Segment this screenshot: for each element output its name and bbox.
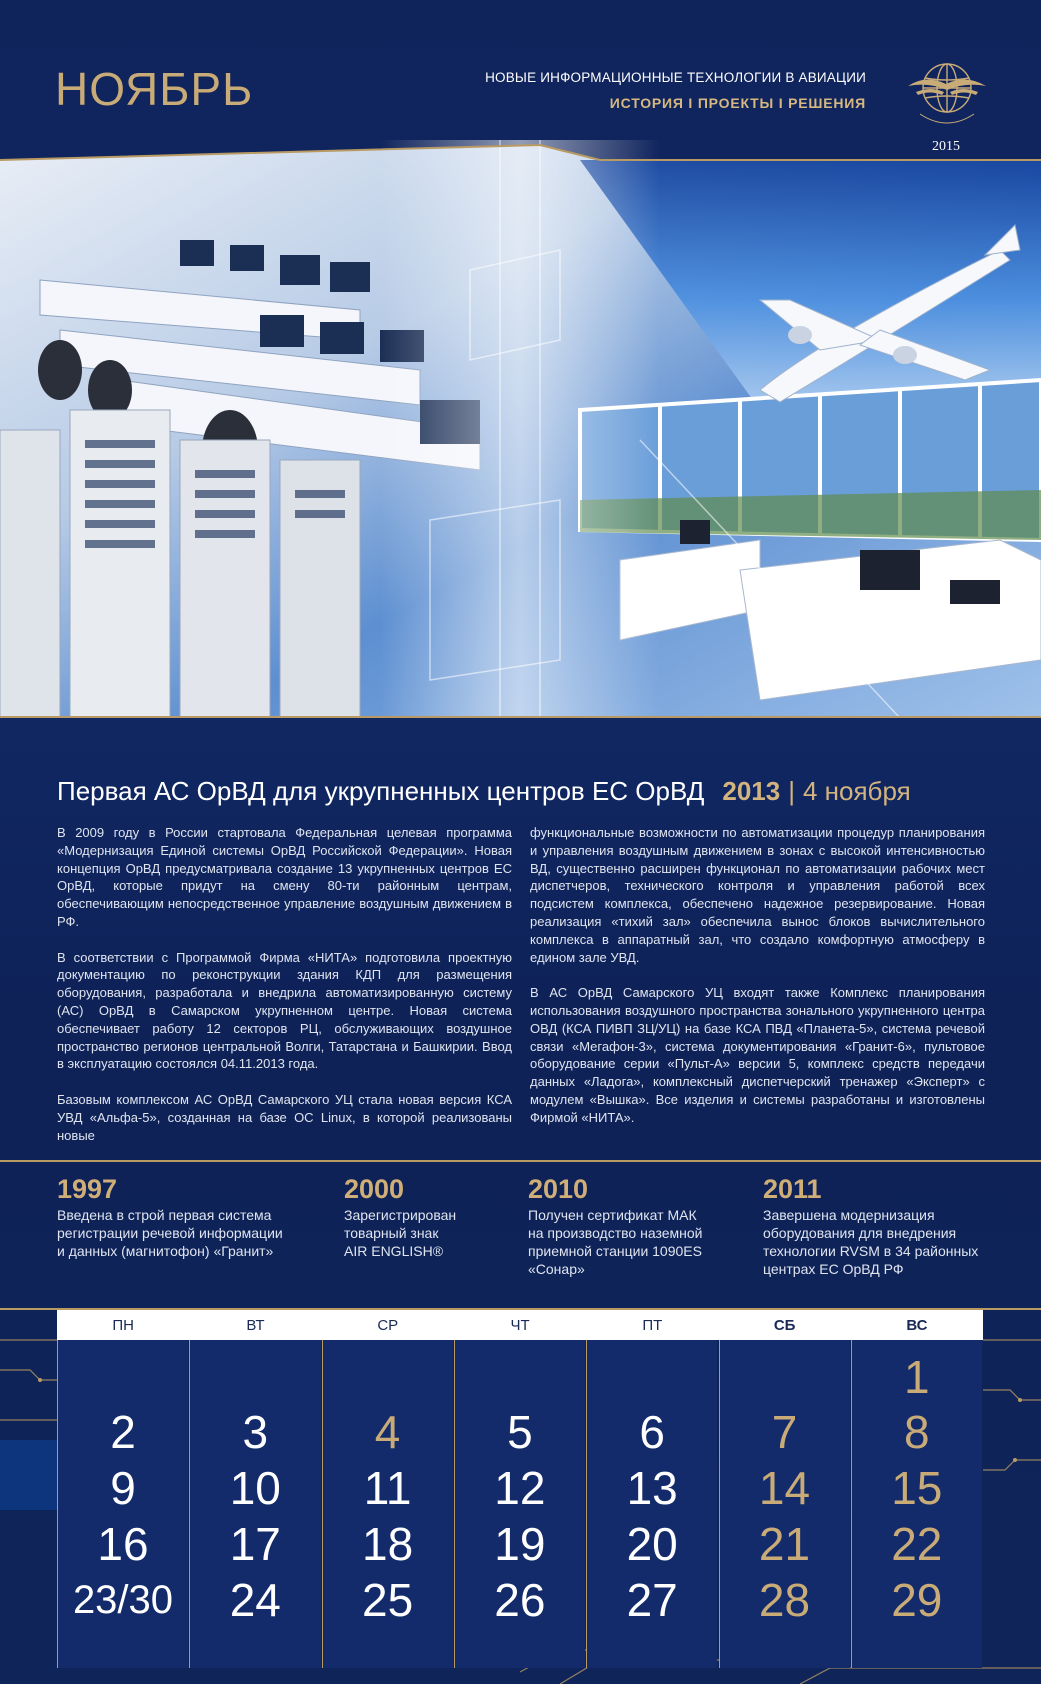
hero-image-air-traffic-control — [0, 140, 1041, 718]
timeline-line: технологии RVSM в 34 районных — [763, 1243, 979, 1259]
calendar-day: 4 — [374, 1406, 401, 1458]
calendar-day: 16 — [97, 1518, 149, 1570]
calendar-day: 28 — [758, 1574, 811, 1626]
header-tagline: НОВЫЕ ИНФОРМАЦИОННЫЕ ТЕХНОЛОГИИ В АВИАЦИИ — [485, 70, 866, 85]
calendar-day: 25 — [362, 1574, 414, 1626]
calendar-day: 10 — [229, 1462, 281, 1514]
calendar-day: 19 — [494, 1518, 546, 1570]
calendar-day: 5 — [507, 1406, 533, 1458]
calendar-day: 9 — [110, 1462, 136, 1514]
calendar-day: 21 — [758, 1518, 811, 1570]
timeline-line: товарный знак — [344, 1225, 439, 1241]
timeline-line: Зарегистрирован — [344, 1207, 457, 1223]
timeline-year: 2011 — [763, 1174, 822, 1204]
calendar-day: 24 — [229, 1574, 281, 1626]
nita-logo-icon — [906, 52, 988, 134]
timeline-line: центрах ЕС ОрВД РФ — [763, 1261, 904, 1277]
weekday-4: ПТ — [642, 1317, 663, 1334]
timeline-year: 1997 — [57, 1174, 118, 1204]
article-paragraph: В АС ОрВД Самарского УЦ входят также Комплекс планирования использования воздушного пространства зонального укрупненного центра ОВД (КСА ПИВП ЗЦ/УЦ) на базе КСА ПВД «Планета-5», система речевой связи «Мегафон-3», система документирования «Гранит-6», пультовое оборудование серии «Пульт-А» версии 5, комплекс средств передачи данных «Ладога», комплексный диспетчерский тренажер «Эксперт» с модулем «Вышка». Все изделия и системы разработаны и изготовлены Фирмой «НИТА». — [530, 985, 985, 1125]
timeline-text — [344, 1206, 456, 1260]
weekday-6: ВС — [906, 1317, 928, 1334]
timeline-divider — [0, 1160, 1041, 1162]
calendar-day: 2 — [110, 1406, 136, 1458]
timeline-line: на производство наземной — [528, 1225, 703, 1241]
calendar-grid — [57, 1310, 983, 1684]
calendar-day: 15 — [891, 1462, 943, 1514]
calendar-day: 6 — [639, 1406, 665, 1458]
calendar-day: 17 — [229, 1518, 281, 1570]
article-paragraph: В соответствии с Программой Фирма «НИТА» подготовила проектную документацию по реконструкции здания КДП для размещения оборудования, разработала и внедрила автоматизированную систему (АС) ОрВД в Самарском укрупненном центре. Новая система обеспечивает работу 12 секторов РЦ, обслуживающих воздушное пространство регионов центральной Волги, Татарстана и Башкирии. Ввод в эксплуатацию состоялся 04.11.2013 года. — [57, 949, 512, 1072]
article-separator: | — [788, 776, 795, 806]
article-column-right — [530, 824, 985, 1144]
timeline-text — [57, 1206, 283, 1260]
logo-year: 2015 — [932, 139, 960, 154]
calendar-day: 18 — [362, 1518, 414, 1570]
calendar-day: 29 — [891, 1574, 943, 1626]
timeline-year: 2010 — [528, 1174, 589, 1204]
calendar-day: 12 — [494, 1462, 546, 1514]
calendar-day: 8 — [904, 1406, 930, 1458]
calendar-day: 23/30 — [72, 1578, 174, 1622]
timeline-item-2011 — [763, 1175, 978, 1278]
calendar-day: 14 — [758, 1462, 811, 1514]
timeline-line: «Сонар» — [528, 1261, 585, 1277]
calendar-day: 27 — [626, 1574, 678, 1626]
article-headline — [57, 776, 911, 807]
article-paragraph: Базовым комплексом АС ОрВД Самарского УЦ стала новая версия КСА УВД «Альфа-5», созданная на базе ОС Linux, в которой реализованы новые — [57, 1091, 512, 1143]
article-paragraph: функциональные возможности по автоматизации процедур планирования и управления воздушным движением в зонах с высокой интенсивностью ВД, существенно расширен функционал по автоматизации рабочих мест диспетчеров, технического контроля и управления работой всех подсистем комплекса, обеспечено надежное резервирование. Новая реализация «тихий зал» обеспечила вынос блоков вычислительного комплекса в аппаратный зал, что создало комфортную атмосферу в едином зале УВД. — [530, 825, 985, 965]
article-year: 2013 — [722, 776, 781, 806]
weekday-3: ЧТ — [510, 1317, 530, 1334]
calendar-day: 20 — [626, 1518, 678, 1570]
article-column-left — [57, 824, 512, 1162]
calendar-day: 22 — [891, 1518, 943, 1570]
timeline-item-2010 — [528, 1175, 702, 1278]
article-date: 4 ноября — [802, 776, 911, 806]
timeline-text — [528, 1206, 702, 1278]
timeline-line: и данных (магнитофон) «Гранит» — [57, 1243, 274, 1259]
timeline-line: регистрации речевой информации — [57, 1225, 283, 1241]
timeline-year: 2000 — [344, 1174, 405, 1204]
calendar-day: 3 — [242, 1406, 269, 1458]
timeline-text — [763, 1206, 978, 1278]
calendar-day: 26 — [494, 1574, 546, 1626]
article-title: Первая АС ОрВД для укрупненных центров ЕС ОрВД — [57, 776, 705, 806]
weekday-0: ПН — [112, 1317, 134, 1334]
calendar-day: 13 — [626, 1462, 678, 1514]
timeline-item-1997 — [57, 1175, 283, 1260]
article-paragraph: В 2009 году в России стартовала Федеральная целевая программа «Модернизация Единой системы ОрВД Российской Федерации». Новая концепция ОрВД предусматривала создание 13 укрупненных центров ЕС ОрВД, которые придут на смену 80-ти районным центрам, обеспечивающим непосредственное управление воздушным движением в РФ. — [57, 825, 512, 929]
month-title: НОЯБРЬ — [55, 63, 254, 115]
calendar-day: 7 — [771, 1406, 798, 1458]
timeline-line: оборудования для внедрения — [763, 1225, 957, 1241]
weekday-1: ВТ — [246, 1317, 265, 1334]
timeline-line: приемной станции 1090ES — [528, 1243, 702, 1259]
weekday-5: СБ — [773, 1317, 796, 1334]
timeline-line: Завершена модернизация — [763, 1207, 935, 1223]
weekday-2: СР — [377, 1317, 399, 1334]
calendar-day: 1 — [904, 1351, 930, 1403]
timeline-line: Введена в строй первая система — [57, 1207, 272, 1223]
header-tagline-sub: ИСТОРИЯ I ПРОЕКТЫ I РЕШЕНИЯ — [609, 95, 866, 111]
timeline-line: AIR ENGLISH® — [344, 1243, 444, 1259]
calendar-day: 11 — [363, 1462, 412, 1514]
timeline-item-2000 — [344, 1175, 456, 1260]
timeline-line: Получен сертификат МАК — [528, 1207, 697, 1223]
